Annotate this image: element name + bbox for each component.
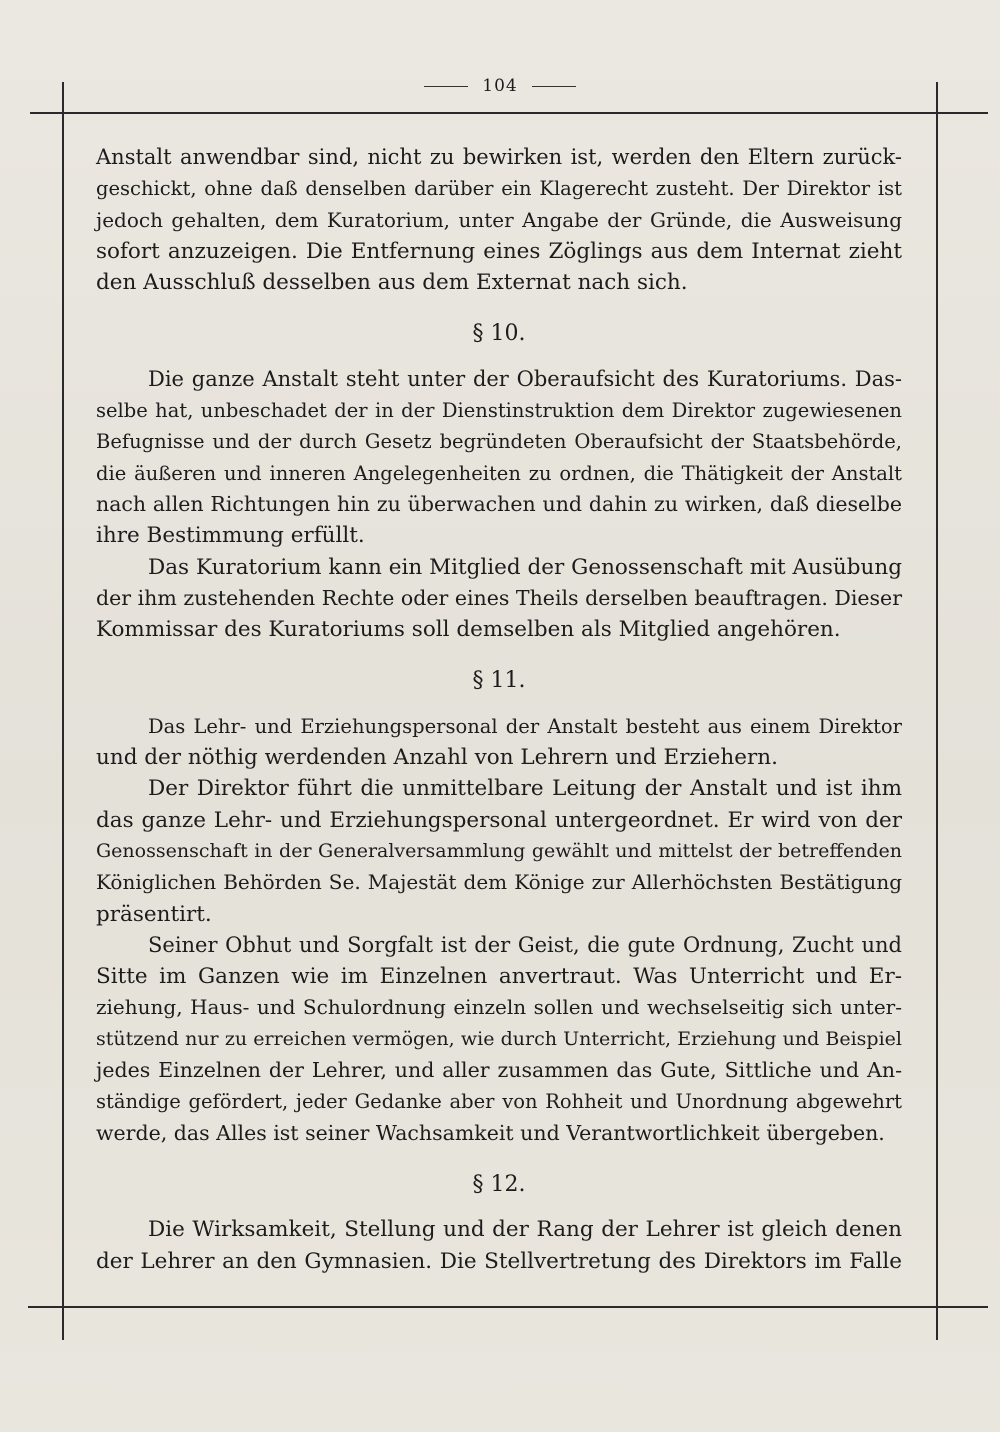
text-line: Königlichen Behörden Se. Majestät dem Könige zur Allerhöchsten Bestätigung — [96, 870, 902, 895]
text-line: nach allen Richtungen hin zu überwachen und dahin zu wirken, daß dieselbe — [96, 491, 902, 516]
text-line: werde, das Alles ist seiner Wachsamkeit und Verantwortlichkeit übergeben. — [96, 1120, 885, 1145]
page-number: 104 — [482, 76, 518, 96]
text-line: Die Wirksamkeit, Stellung und der Rang der Lehrer ist gleich denen — [148, 1217, 902, 1243]
text-line: sofort anzuzeigen. Die Entfernung eines Zöglings aus dem Internat zieht — [96, 238, 902, 264]
text-line: der Lehrer an den Gymnasien. Die Stellvertretung des Direktors im Falle — [96, 1248, 902, 1274]
text-line: Der Direktor führt die unmittelbare Leitung der Anstalt und ist ihm — [148, 776, 902, 802]
text-line: Seiner Obhut und Sorgfalt ist der Geist, die gute Ordnung, Zucht und — [148, 932, 902, 957]
header-dash-right — [532, 86, 576, 87]
text-line: Sitte im Ganzen wie im Einzelnen anvertraut. Was Unterricht und Er- — [96, 964, 902, 990]
text-line: jedoch gehalten, dem Kuratorium, unter Angabe der Gründe, die Ausweisung — [96, 207, 902, 232]
text-line: Befugnisse und der durch Gesetz begründeten Oberaufsicht der Staatsbehörde, — [96, 430, 902, 454]
header-dash-left — [424, 86, 468, 87]
text-line: das ganze Lehr- und Erziehungspersonal untergeordnet. Er wird von der — [96, 807, 902, 833]
text-line: ihre Bestimmung erfüllt. — [96, 523, 365, 549]
body-text — [96, 142, 902, 1277]
text-line: präsentirt. — [96, 901, 212, 927]
left-rule — [62, 82, 64, 1340]
text-line: die äußeren und inneren Angelegenheiten zu ordnen, die Thätigkeit der Anstalt — [96, 461, 902, 485]
text-line: selbe hat, unbeschadet der in der Dienstinstruktion dem Direktor zugewiesenen — [96, 399, 902, 423]
text-line: ständige gefördert, jeder Gedanke aber von Rohheit und Unordnung abgewehrt — [96, 1090, 902, 1114]
top-rule — [30, 112, 988, 114]
text-line: Das Lehr- und Erziehungspersonal der Anstalt besteht aus einem Direktor — [148, 714, 902, 738]
text-line: den Ausschluß desselben aus dem Externat nach sich. — [96, 270, 688, 296]
text-line: Kommissar des Kuratoriums soll demselben als Mitglied angehören. — [96, 617, 841, 643]
right-rule — [936, 82, 938, 1340]
text-line: jedes Einzelnen der Lehrer, und aller zusammen das Gute, Sittliche und An- — [96, 1058, 902, 1083]
text-line: Die ganze Anstalt steht unter der Oberaufsicht des Kuratoriums. Das- — [148, 366, 902, 391]
text-line: der ihm zustehenden Rechte oder eines Theils derselben beauftragen. Dieser — [96, 585, 902, 610]
text-line: Anstalt anwendbar sind, nicht zu bewirken ist, werden den Eltern zurück- — [96, 145, 902, 169]
section-heading-10: § 10. — [472, 321, 526, 347]
section-heading-11: § 11. — [472, 668, 526, 694]
bottom-rule — [28, 1306, 988, 1308]
text-line: geschickt, ohne daß denselben darüber ein Klagerecht zusteht. Der Direktor ist — [96, 177, 902, 201]
text-line: Genossenschaft in der Generalversammlung gewählt und mittelst der betreffenden — [96, 839, 902, 862]
page-header — [0, 76, 1000, 96]
text-line: Das Kuratorium kann ein Mitglied der Genossenschaft mit Ausübung — [148, 554, 902, 580]
text-line: stützend nur zu erreichen vermögen, wie durch Unterricht, Erziehung und Beispiel — [96, 1027, 902, 1050]
text-line: ziehung, Haus- und Schulordnung einzeln sollen und wechselseitig sich unter- — [96, 995, 902, 1020]
text-line: und der nöthig werdenden Anzahl von Lehrern und Erziehern. — [96, 745, 778, 771]
section-heading-12: § 12. — [472, 1171, 526, 1197]
